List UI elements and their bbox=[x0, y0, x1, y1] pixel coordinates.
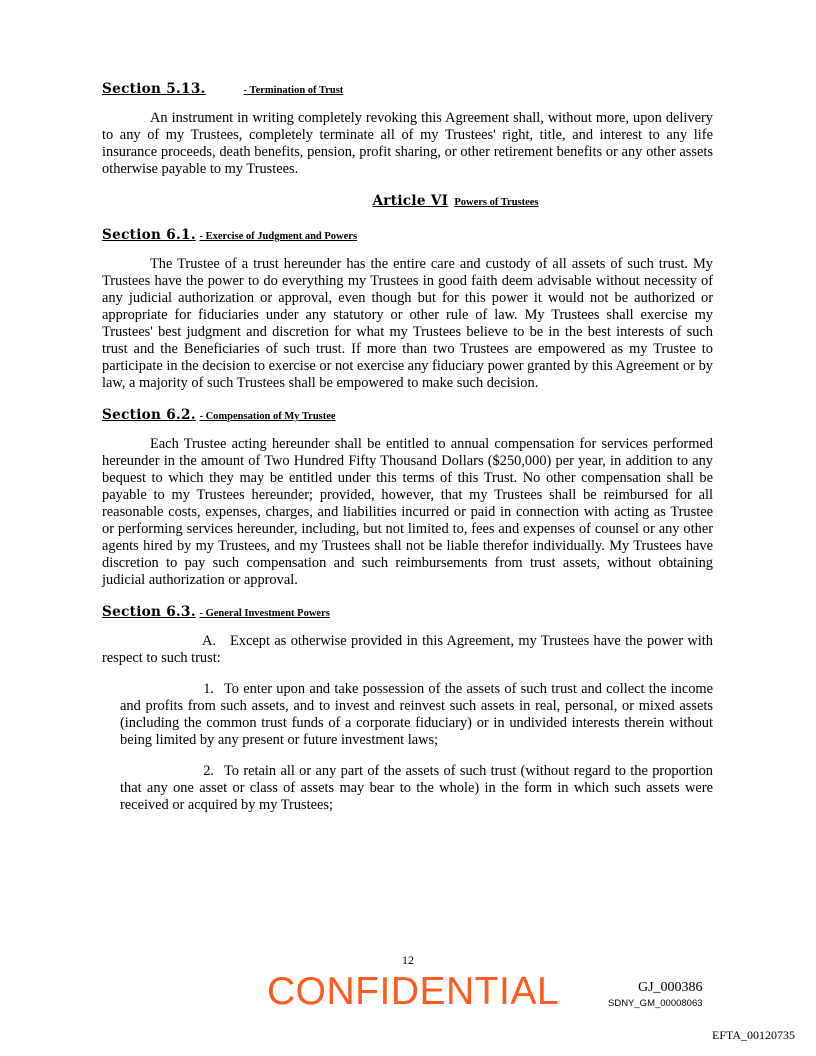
list-item-text: To retain all or any part of the assets of such trust (without regard to the proportion that any one asset or class of assets may bear to the whole) in the form in which such assets were received or acquired by my Trustees; bbox=[120, 763, 713, 813]
page-number: 12 bbox=[402, 953, 414, 967]
confidential-stamp: CONFIDENTIAL bbox=[267, 970, 560, 1013]
section-number: Section 6.1. bbox=[102, 227, 196, 243]
article-number: Article VI bbox=[372, 193, 449, 209]
list-item-text: To enter upon and take possession of the assets of such trust and collect the income and profits from such assets, and to invest and reinvest such assets in real, personal, or mixed assets (including the common trust funds of a corporate fiduciary) or in undivided interests therein without being limited by any present or future investment laws; bbox=[120, 681, 713, 748]
article-heading bbox=[102, 192, 713, 212]
section-6-3-heading bbox=[102, 603, 713, 623]
section-6-1-heading bbox=[102, 226, 713, 246]
section-title: - Exercise of Judgment and Powers bbox=[199, 231, 358, 242]
section-title: - Compensation of My Trustee bbox=[199, 411, 336, 422]
list-item bbox=[120, 763, 713, 814]
section-5-13-body: An instrument in writing completely revoking this Agreement shall, without more, upon delivery to any of my Trustees, completely terminate all of my Trustees' right, title, and interest to any life insurance proceeds, death benefits, pension, profit sharing, or other retirement benefits or any other assets otherwise payable to my Trustees. bbox=[102, 110, 713, 177]
subsection-a bbox=[102, 633, 713, 667]
section-number: Section 5.13. bbox=[102, 81, 206, 97]
section-number: Section 6.3. bbox=[102, 604, 196, 620]
efta-number: EFTA_00120735 bbox=[712, 1028, 796, 1042]
bates-number-secondary: SDNY_GM_00008063 bbox=[608, 998, 703, 1009]
list-item-number: 1. bbox=[203, 681, 214, 697]
list-item bbox=[120, 681, 713, 749]
article-title: Powers of Trustees bbox=[454, 197, 539, 208]
document-content bbox=[102, 80, 713, 828]
section-6-2-heading bbox=[102, 406, 713, 426]
subsection-text: Except as otherwise provided in this Agreement, my Trustees have the power with respect to such trust: bbox=[102, 633, 713, 666]
section-5-13-heading bbox=[102, 80, 713, 100]
list-item-number: 2. bbox=[203, 763, 214, 779]
section-title: - General Investment Powers bbox=[199, 608, 330, 619]
section-title: - Termination of Trust bbox=[243, 85, 344, 96]
bates-number-primary: GJ_000386 bbox=[638, 980, 703, 995]
subsection-letter: A. bbox=[202, 633, 216, 649]
section-6-1-body: The Trustee of a trust hereunder has the entire care and custody of all assets of such trust. My Trustees have the power to do everything my Trustees in good faith deem advisable without necessity of any judicial authorization or approval, even though but for this power it would not be authorized or appropriate for fiduciaries under any statutory or other rule of law. My Trustees shall exercise my Trustees' best judgment and discretion for what my Trustees believe to be in the best interests of such trust and the Beneficiaries of such trust. If more than two Trustees are empowered as my Trustee to participate in the decision to exercise or not exercise any fiduciary power granted by this Agreement or by law, a majority of such Trustees shall be empowered to make such decision. bbox=[102, 256, 713, 391]
section-6-2-body: Each Trustee acting hereunder shall be entitled to annual compensation for services performed hereunder in the amount of Two Hundred Fifty Thousand Dollars ($250,000) per year, in addition to any bequest to which they may be entitled under this terms of this Trust. No other compensation shall be payable to my Trustees hereunder; provided, however, that my Trustees shall be reimbursed for all reasonable costs, expenses, charges, and liabilities incurred or paid in connection with acting as Trustee or performing services hereunder, including, but not limited to, fees and expenses of counsel or any other agents hired by my Trustees, and my Trustees shall not be liable therefor individually. My Trustees have discretion to pay such compensation and such reimbursements from trust assets, without obtaining judicial authorization or approval. bbox=[102, 436, 713, 588]
section-number: Section 6.2. bbox=[102, 407, 196, 423]
